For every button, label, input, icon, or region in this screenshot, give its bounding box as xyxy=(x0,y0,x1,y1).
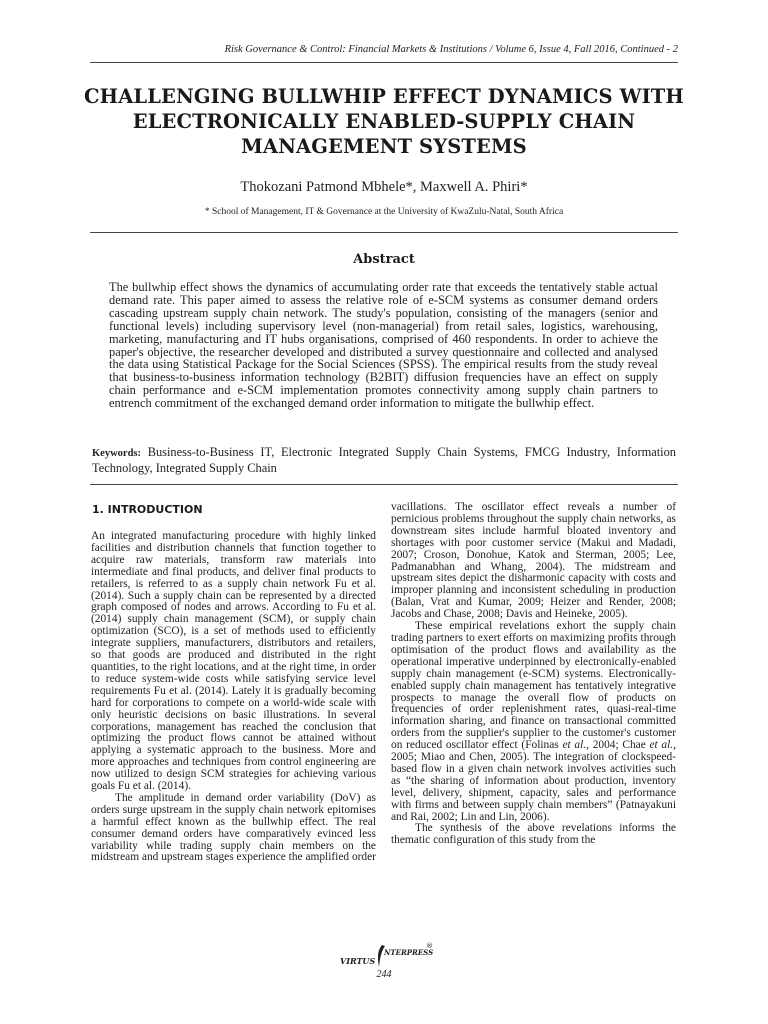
intro-paragraph-2: The amplitude in demand order variability (DoV) as orders surge upstream in the supply chain network epitomises a harmful effect known as the bullwhip effect. The real consumer demand orders have comparatively evinced less variability while trading supply chain members on the midstream and upstream stages experience the amplified order xyxy=(91,791,376,864)
article-authors: Thokozani Patmond Mbhele*, Maxwell A. Phiri* xyxy=(240,179,528,195)
keywords-bottom-rule xyxy=(90,484,678,485)
intro-paragraph-4-part-b: , 2004; Chae xyxy=(586,739,650,752)
right-column xyxy=(391,502,676,847)
header-rule xyxy=(90,62,678,63)
registered-mark: ® xyxy=(426,942,433,950)
intro-paragraph-1: An integrated manufacturing procedure with highly linked facilities and distribution channels that function together to acquire raw materials, transform raw materials into intermediate and final products, and deliver final products to retailers, is referred to as a supply chain network Fu et al. (2014). Such a supply chain can be represented by a directed graph composed of nodes and arrows. According to Fu et al. (2014) supply chain management (SCM), or supply chain optimization (SCO), is a set of methods used to efficiently integrate suppliers, manufacturers, distributors and retailers, so that goods are produced and distributed in the right quantities, to the right locations, and at the right time, in order to reduce system-wide costs while satisfying service level requirements Fu et al. (2014). Lately it is gradually becoming hard for corporations to compete on a world-wide scale with only heuristic decisions on basic illustrations. In several corporations, management has reached the conclusion that optimizing the product flows cannot be attained without applying a systematic approach to the business. More and more approaches and techniques from control engineering are now utilized to design SCM strategies for achieving various goals Fu et al. (2014). xyxy=(91,530,376,793)
section-heading-introduction: 1. INTRODUCTION xyxy=(92,503,203,516)
et-al-italic-1: et al. xyxy=(562,739,587,752)
et-al-italic-2: et al. xyxy=(649,739,674,752)
author-affiliation: * School of Management, IT & Governance at the University of KwaZulu-Natal, South Africa xyxy=(204,207,564,217)
publisher-logo xyxy=(334,944,434,970)
logo-text-left: VIRTUS xyxy=(340,956,376,966)
intro-paragraph-5: The synthesis of the above revelations informs the thematic configuration of this study from the xyxy=(391,822,676,847)
left-column xyxy=(91,531,376,864)
logo-text-right: NTERPRESS xyxy=(384,948,434,957)
keywords-label: Keywords: xyxy=(92,448,141,459)
intro-paragraph-4 xyxy=(391,621,676,823)
intro-paragraph-4-part-c: , 2005; Miao and Chen, 2005). The integration of clockspeed-based flow in a given chain network involves activities such as “the sharing of information about production, inventory level, delivery, shipment, capacity, sales and performance with firms and between supply chain members” (Patnayakuni and Rai, 2002; Lin and Lin, 2006). xyxy=(391,739,676,823)
running-header: Risk Governance & Control: Financial Markets & Institutions / Volume 6, Issue 4, Fall 2016, Continued - 2 xyxy=(224,44,678,55)
abstract-heading: Abstract xyxy=(353,252,415,267)
keywords-text: Business-to-Business IT, Electronic Integrated Supply Chain Systems, FMCG Industry, Information Technology, Integrated Supply Chain xyxy=(92,445,676,475)
intro-paragraph-3: vacillations. The oscillator effect reveals a number of pernicious problems throughout the supply chain networks, as downstream sites include harmful bloated inventory and shortages with poor customer service (Makui and Madadi, 2007; Croson, Donohue, Katok and Sterman, 2005; Lee, Padmanabhan and Whang, 2004). The midstream and upstream sites depict the disharmonic capacity with costs and improper planning and inconsistent scheduling in production (Balan, Vrat and Kumar, 2009; Heizer and Render, 2008; Jacobs and Chase, 2008; Davis and Heineke, 2005). xyxy=(391,501,676,621)
abstract-top-rule xyxy=(90,232,678,233)
keywords-block xyxy=(92,445,676,475)
intro-paragraph-4-part-a: These empirical revelations exhort the supply chain trading partners to exert efforts on maximizing profits through optimisation of the product flows and availability as the operational imperative underpinned by electronically-enabled supply chain management (e-SCM) systems. Electronically-enabled supply chain management has tentatively integrative prospects to manage the overall flow of products on frequencies of order replenishment rates, quasi-real-time information sharing, and finance on transactional committed orders from the supplier's supplier to the customer's customer on reduced oscillator effect (Folinas xyxy=(391,620,676,752)
abstract-text: The bullwhip effect shows the dynamics of accumulating order rate that exceeds the tentatively stable actual demand rate. This paper aimed to assess the relative role of e-SCM systems as consumer demand orders cascading upstream supply chain network. The study's population, consisting of the managers (senior and functional levels) including supervisory level (non-managerial) from retail sales, logistics, warehousing, marketing, manufacturing and IT hubs organisations, comprised of 460 respondents. In order to achieve the paper's objective, the researcher developed and distributed a survey questionnaire and collected and analysed the data using Statistical Package for the Social Sciences (SPSS). The empirical results from the study reveal that business-to-business information technology (B2BIT) diffusion frequencies have an effect on supply chain performance and e-SCM implementation promotes connectivity among supply chain partners to entrench commitment of the exchanged demand order information to mitigate the bullwhip effect. xyxy=(109,280,658,411)
article-title: CHALLENGING BULLWHIP EFFECT DYNAMICS WITH ELECTRONICALLY ENABLED-SUPPLY CHAIN MANAGEMENT SYSTEMS xyxy=(84,85,684,158)
page-number: 244 xyxy=(376,969,392,980)
